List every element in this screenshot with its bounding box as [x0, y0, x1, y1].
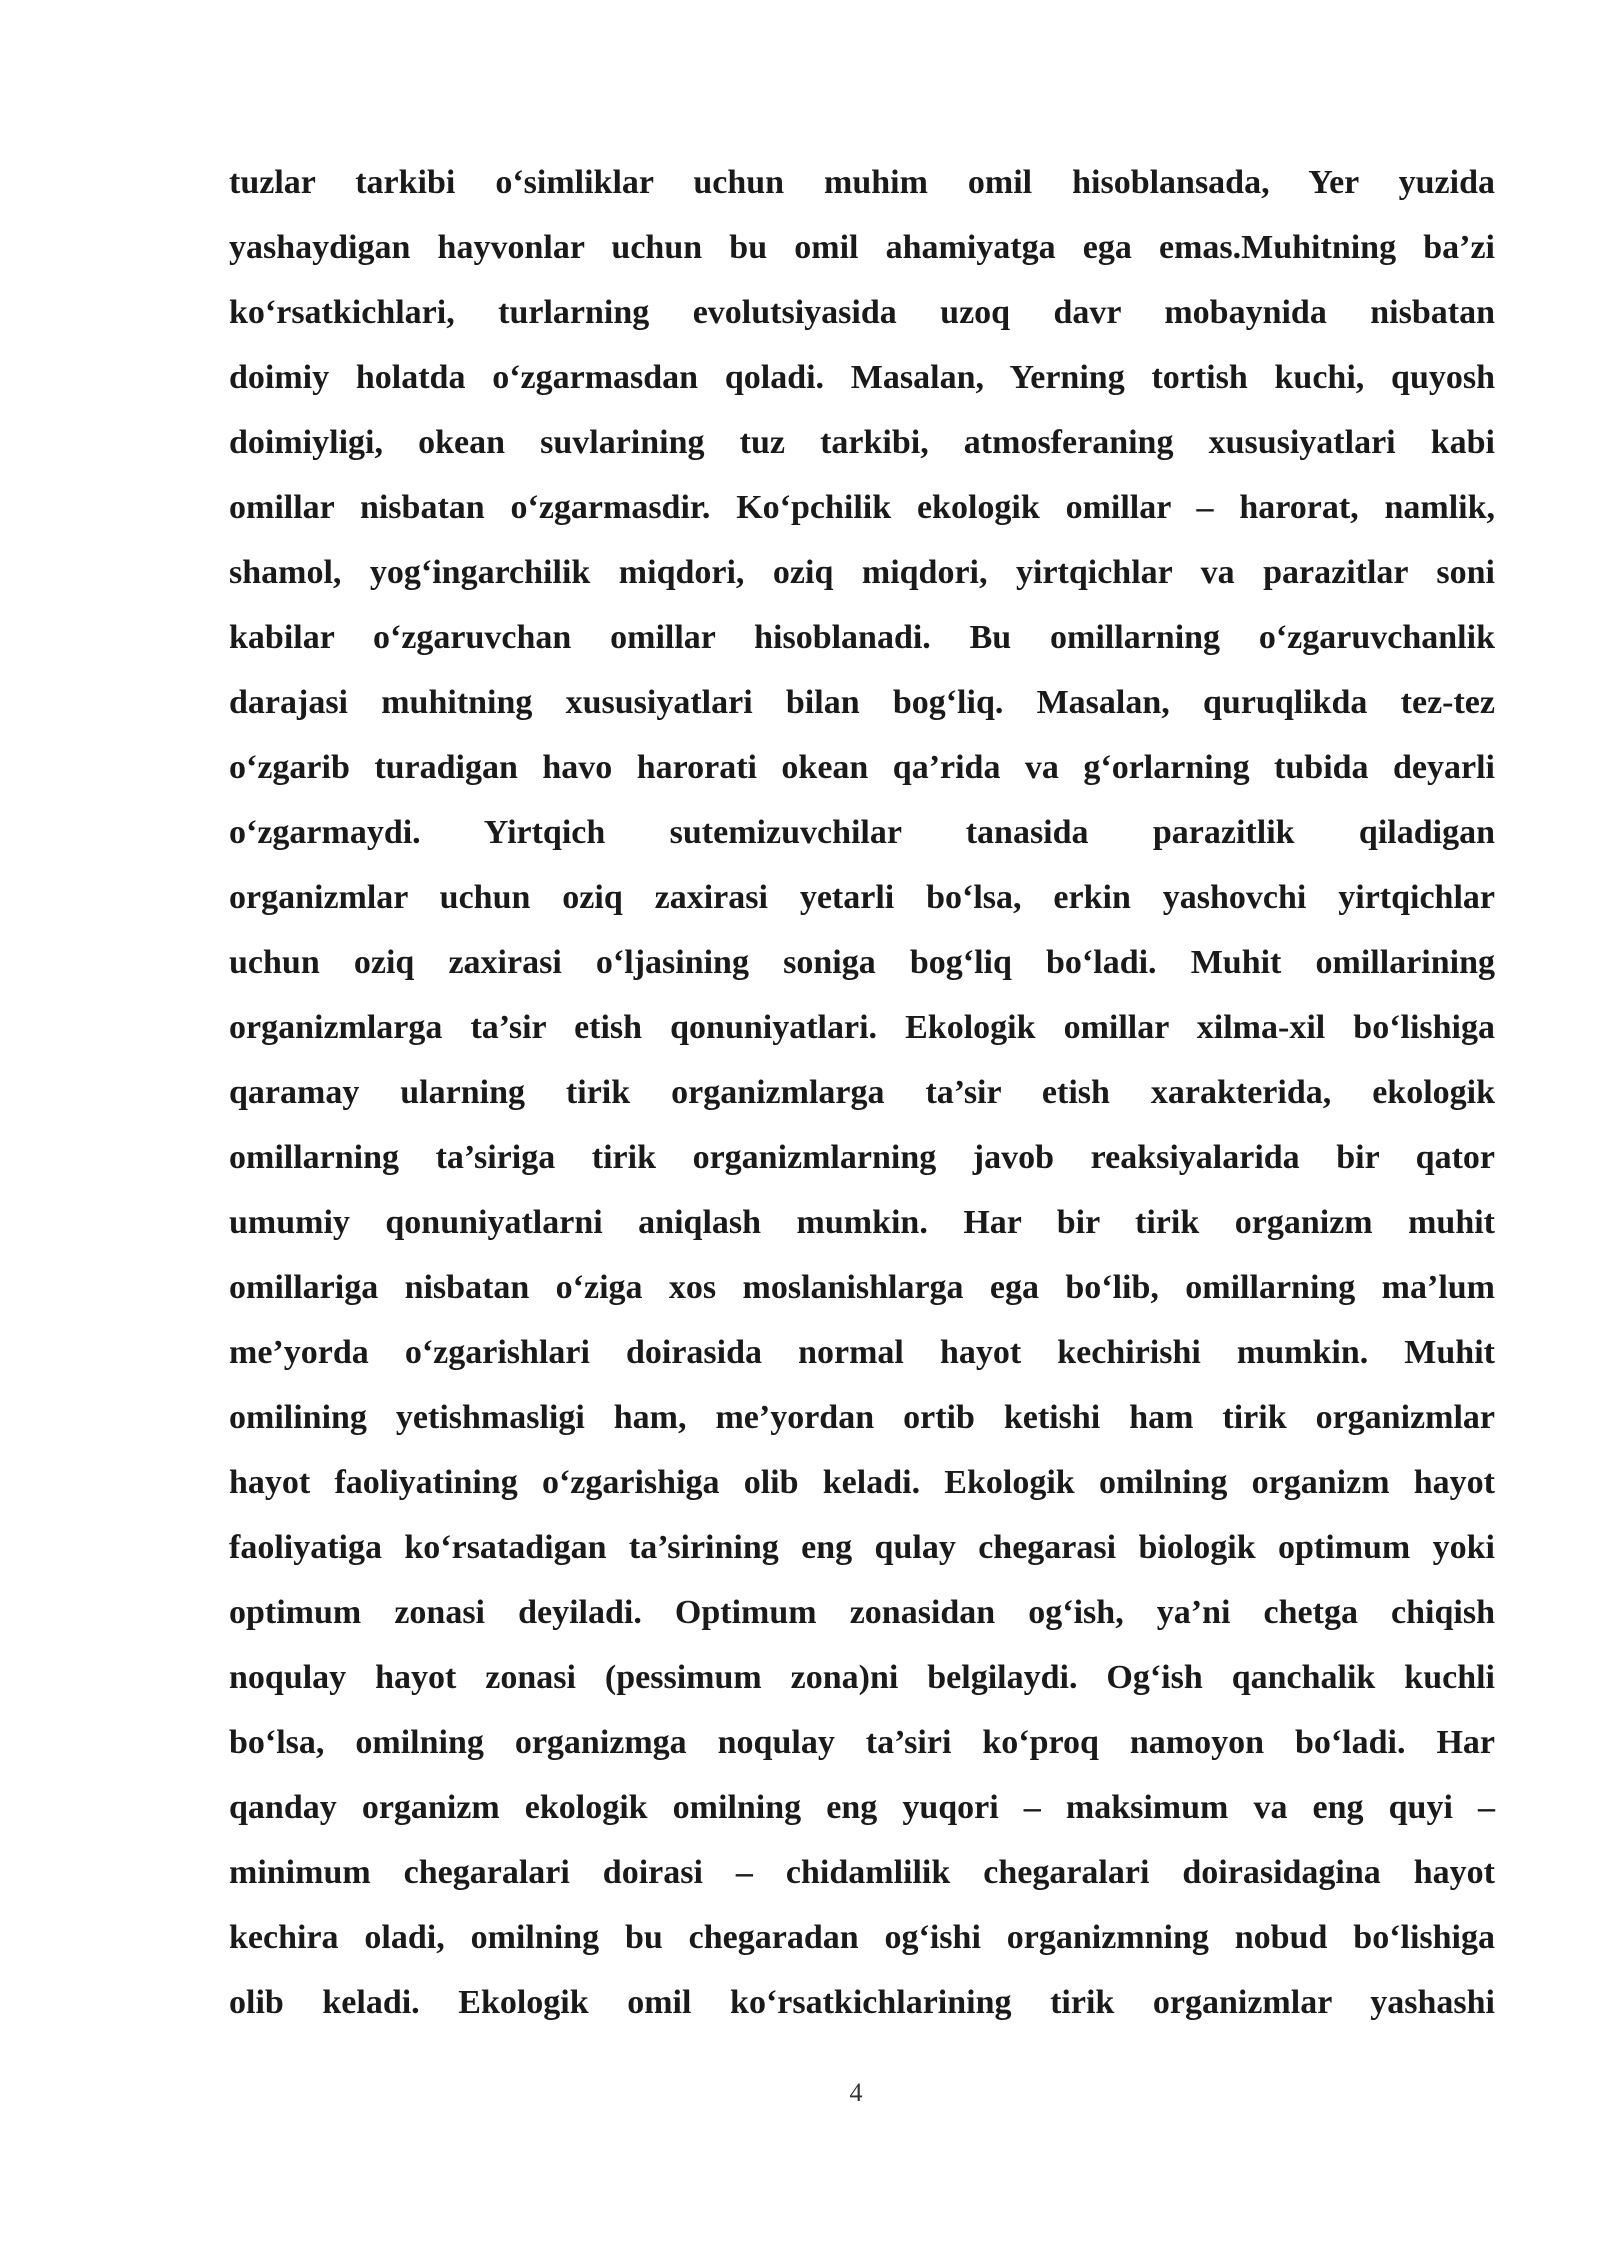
text-line: kechira oladi, omilning bu chegaradan og‘ishi organizmning nobud bo‘lishiga — [229, 1919, 1495, 1956]
text-line: noqulay hayot zonasi (pessimum zona)ni belgilaydi. Og‘ish qanchalik kuchli — [229, 1659, 1495, 1696]
text-line: tuzlar tarkibi o‘simliklar uchun muhim omil hisoblansada, Yer yuzida — [229, 164, 1495, 201]
text-line: omillar nisbatan o‘zgarmasdir. Ko‘pchilik ekologik omillar – harorat, namlik, — [229, 489, 1495, 526]
text-line: umumiy qonuniyatlarni aniqlash mumkin. Har bir tirik organizm muhit — [229, 1204, 1495, 1241]
text-line: minimum chegaralari doirasi – chidamlilik chegaralari doirasidagina hayot — [229, 1854, 1495, 1891]
text-line: darajasi muhitning xususiyatlari bilan bog‘liq. Masalan, quruqlikda tez-tez — [229, 684, 1495, 721]
text-line: kabilar o‘zgaruvchan omillar hisoblanadi. Bu omillarning o‘zgaruvchanlik — [229, 619, 1495, 656]
text-line: shamol, yog‘ingarchilik miqdori, oziq miqdori, yirtqichlar va parazitlar soni — [229, 554, 1495, 591]
text-line: doimiyligi, okean suvlarining tuz tarkibi, atmosferaning xususiyatlari kabi — [229, 424, 1495, 461]
text-line: hayot faoliyatining o‘zgarishiga olib keladi. Ekologik omilning organizm hayot — [229, 1464, 1495, 1501]
text-line: bo‘lsa, omilning organizmga noqulay ta’siri ko‘proq namoyon bo‘ladi. Har — [229, 1724, 1495, 1761]
text-line: omillariga nisbatan o‘ziga xos moslanishlarga ega bo‘lib, omillarning ma’lum — [229, 1269, 1495, 1306]
text-line: qaramay ularning tirik organizmlarga ta’sir etish xarakterida, ekologik — [229, 1074, 1495, 1111]
text-line: olib keladi. Ekologik omil ko‘rsatkichlarining tirik organizmlar yashashi — [229, 1984, 1495, 2021]
text-line: yashaydigan hayvonlar uchun bu omil ahamiyatga ega emas.Muhitning ba’zi — [229, 229, 1495, 266]
text-line: faoliyatiga ko‘rsatadigan ta’sirining eng qulay chegarasi biologik optimum yoki — [229, 1529, 1495, 1566]
text-line: uchun oziq zaxirasi o‘ljasining soniga bog‘liq bo‘ladi. Muhit omillarining — [229, 944, 1495, 981]
text-line: qanday organizm ekologik omilning eng yuqori – maksimum va eng quyi – — [229, 1789, 1495, 1826]
text-line: o‘zgarib turadigan havo harorati okean qa’rida va g‘orlarning tubida deyarli — [229, 749, 1495, 786]
text-line: me’yorda o‘zgarishlari doirasida normal hayot kechirishi mumkin. Muhit — [229, 1334, 1495, 1371]
text-line: omillarning ta’siriga tirik organizmlarning javob reaksiyalarida bir qator — [229, 1139, 1495, 1176]
body-paragraph — [229, 150, 1495, 2035]
text-line: omilining yetishmasligi ham, me’yordan ortib ketishi ham tirik organizmlar — [229, 1399, 1495, 1436]
text-line: ko‘rsatkichlari, turlarning evolutsiyasida uzoq davr mobaynida nisbatan — [229, 294, 1495, 331]
text-line: organizmlarga ta’sir etish qonuniyatlari. Ekologik omillar xilma-xil bo‘lishiga — [229, 1009, 1495, 1046]
text-line: organizmlar uchun oziq zaxirasi yetarli bo‘lsa, erkin yashovchi yirtqichlar — [229, 879, 1495, 916]
text-line: optimum zonasi deyiladi. Optimum zonasidan og‘ish, ya’ni chetga chiqish — [229, 1594, 1495, 1631]
page-number: 4 — [849, 2078, 863, 2107]
text-line: doimiy holatda o‘zgarmasdan qoladi. Masalan, Yerning tortish kuchi, quyosh — [229, 359, 1495, 396]
text-line: o‘zgarmaydi. Yirtqich sutemizuvchilar tanasida parazitlik qiladigan — [229, 814, 1495, 851]
